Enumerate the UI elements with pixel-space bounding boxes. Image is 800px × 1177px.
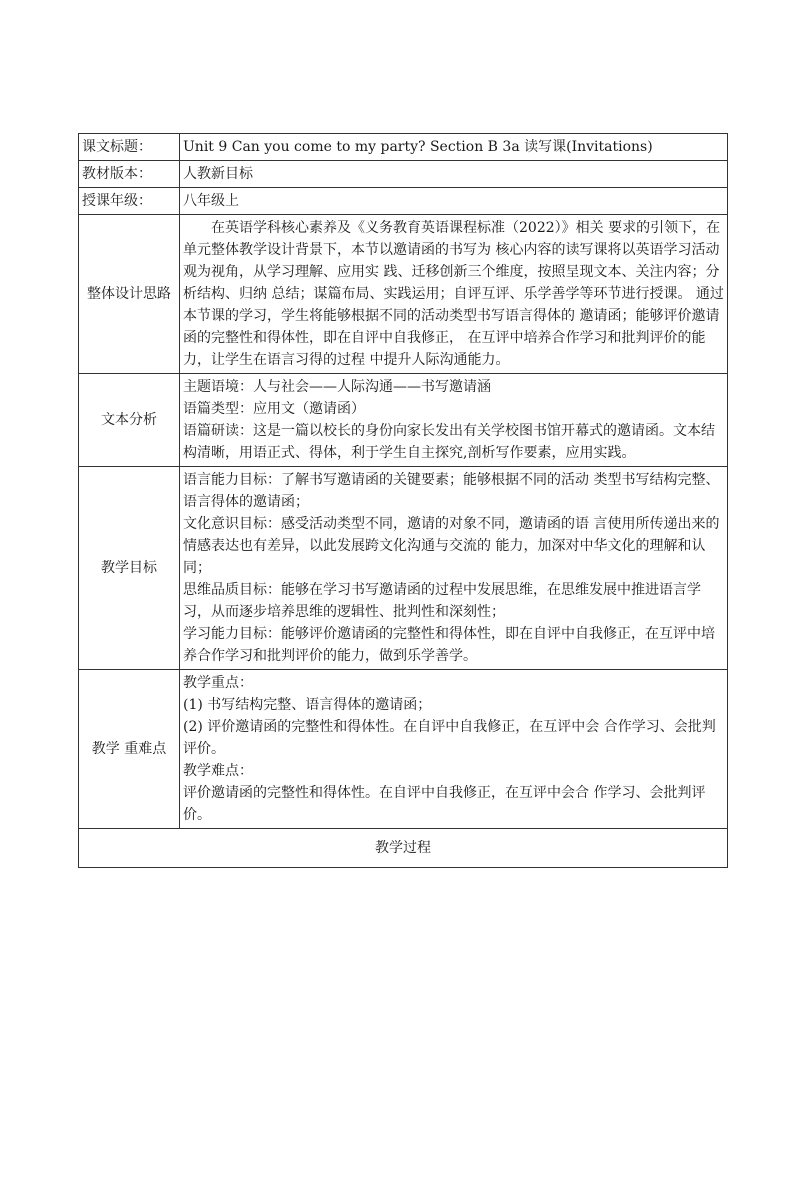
- objective-learning-ability: 学习能力目标：能够评价邀请函的完整性和得体性，即在自评中自我修正，在互评中培养合作学习和批判评价的能力，做到乐学善学。: [183, 626, 715, 664]
- row-grade: [79, 188, 728, 215]
- row-teaching-process: [79, 829, 728, 868]
- grade-value: 八年级上: [180, 188, 728, 215]
- objective-language-ability: 语言能力目标：了解书写邀请函的关键要素；能够根据不同的活动 类型书写结构完整、语言得体的邀请函；: [183, 472, 720, 510]
- row-text-analysis: [79, 374, 728, 467]
- overall-design-content: [180, 215, 728, 374]
- objective-cultural-awareness: 文化意识目标：感受活动类型不同，邀请的对象不同，邀请函的语 言使用所传递出来的情感表达也有差异，以此发展跨文化沟通与交流的 能力，加深对中华文化的理解和认同；: [183, 516, 720, 576]
- grade-label: 授课年级：: [79, 188, 180, 215]
- teaching-focus-heading: 教学重点：: [183, 675, 253, 691]
- lesson-plan-table: [78, 133, 728, 868]
- teaching-focus-item-1: (1) 书写结构完整、语言得体的邀请函；: [183, 697, 432, 713]
- row-lesson-title: [79, 134, 728, 161]
- key-difficult-points-content: [180, 670, 728, 829]
- row-textbook-edition: [79, 161, 728, 188]
- teaching-focus-item-2: (2) 评价邀请函的完整性和得体性。在自评中自我修正，在互评中会 合作学习、会批判评价。: [183, 719, 716, 757]
- teaching-objectives-label: 教学目标: [79, 467, 180, 670]
- text-analysis-study: 语篇研读：这是一篇以校长的身份向家长发出有关学校图书馆开幕式的邀请函。文本结构清晰，用语正式、得体，利于学生自主探究,剖析写作要素，应用实践。: [183, 423, 715, 461]
- teaching-difficulty-text: 评价邀请函的完整性和得体性。在自评中自我修正，在互评中会合 作学习、会批判评价。: [183, 785, 706, 823]
- row-teaching-objectives: [79, 467, 728, 670]
- teaching-process-heading: 教学过程: [79, 829, 728, 868]
- textbook-edition-value: 人教新目标: [180, 161, 728, 188]
- textbook-edition-label: 教材版本：: [79, 161, 180, 188]
- text-analysis-content: [180, 374, 728, 467]
- row-key-difficult-points: [79, 670, 728, 829]
- row-overall-design: [79, 215, 728, 374]
- objective-thinking-quality: 思维品质目标：能够在学习书写邀请函的过程中发展思维，在思维发展中推进语言学习，从而逐步培养思维的逻辑性、批判性和深刻性；: [183, 582, 701, 620]
- text-analysis-genre: 语篇类型：应用文（邀请函）: [183, 401, 365, 417]
- overall-design-text: 在英语学科核心素养及《义务教育英语课程标准（2022）》相关 要求的引领下，在单元整体教学设计背景下，本节以邀请函的书写为 核心内容的读写课将以英语学习活动观为视角，从学习理解、应用实 践、迁移创新三个维度，按照呈现文本、关注内容；分析结构、归纳 总结；谋篇布局、实践运用；自评互评、乐学善学等环节进行授课。 通过本节课的学习，学生将能够根据不同的活动类型书写语言得体的 邀请函；能够评价邀请函的完整性和得体性，即在自评中自我修正， 在互评中培养合作学习和批判评价的能力，让学生在语言习得的过程 中提升人际沟通能力。: [183, 220, 724, 368]
- text-analysis-theme: 主题语境：人与社会——人际沟通——书写邀请涵: [183, 379, 491, 395]
- teaching-difficulty-heading: 教学难点：: [183, 763, 253, 779]
- lesson-title-label: 课文标题：: [79, 134, 180, 161]
- key-difficult-points-label: 教学 重难点: [79, 670, 180, 829]
- teaching-objectives-content: [180, 467, 728, 670]
- overall-design-label: 整体设计思路: [79, 215, 180, 374]
- lesson-title-value: Unit 9 Can you come to my party? Section B 3a 读写课(Invitations): [180, 134, 728, 161]
- text-analysis-label: 文本分析: [79, 374, 180, 467]
